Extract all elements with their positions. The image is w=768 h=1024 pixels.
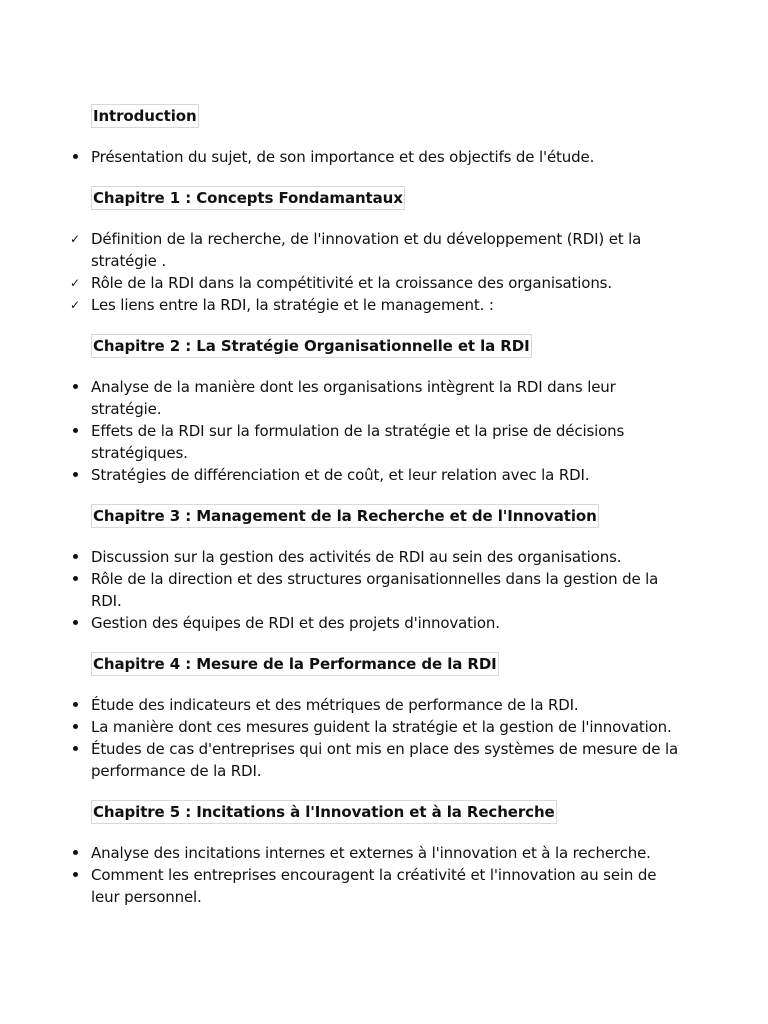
bullet-list [68, 546, 688, 634]
spacer [68, 486, 688, 504]
spacer [68, 358, 688, 376]
list-item [68, 694, 688, 716]
spacer [68, 528, 688, 546]
list-item-text: Effets de la RDI sur la formulation de la stratégie et la prise de décisions stratégiques. [91, 422, 625, 462]
section-heading-row [68, 504, 688, 528]
list-item [68, 864, 688, 908]
bullet-icon [68, 568, 82, 590]
section-heading: Chapitre 2 : La Stratégie Organisationnelle et la RDI [91, 334, 532, 358]
checkmark-icon: ✓ [70, 298, 80, 312]
list-item [68, 464, 688, 486]
section-heading-row [68, 104, 688, 128]
list-item [68, 738, 688, 782]
list-item [68, 228, 688, 272]
list-item [68, 546, 688, 568]
bullet-list [68, 376, 688, 486]
list-item-text: Gestion des équipes de RDI et des projets d'innovation. [91, 614, 500, 632]
bullet-list [68, 842, 688, 908]
bullet-icon [68, 612, 82, 634]
bullet-icon [68, 146, 82, 168]
list-item-text: La manière dont ces mesures guident la stratégie et la gestion de l'innovation. [91, 718, 672, 736]
spacer [68, 782, 688, 800]
list-item [68, 612, 688, 634]
bullet-icon [68, 842, 82, 864]
list-item [68, 842, 688, 864]
list-item-text: Analyse des incitations internes et externes à l'innovation et à la recherche. [91, 844, 651, 862]
bullet-list [68, 694, 688, 782]
spacer [68, 676, 688, 694]
list-item [68, 420, 688, 464]
list-item-text: Études de cas d'entreprises qui ont mis en place des systèmes de mesure de la performance de la RDI. [91, 740, 679, 780]
section-heading-row [68, 800, 688, 824]
bullet-icon [68, 420, 82, 442]
section-heading-row [68, 652, 688, 676]
list-item-text: Analyse de la manière dont les organisations intègrent la RDI dans leur stratégie. [91, 378, 616, 418]
bullet-list [68, 146, 688, 168]
bullet-icon [68, 864, 82, 886]
bullet-list [68, 228, 688, 316]
section-heading-row [68, 334, 688, 358]
section-heading-row [68, 186, 688, 210]
list-item [68, 568, 688, 612]
bullet-icon [68, 464, 82, 486]
spacer [68, 316, 688, 334]
bullet-icon [68, 738, 82, 760]
spacer [68, 168, 688, 186]
document-content [68, 104, 688, 908]
section-heading: Chapitre 1 : Concepts Fondamantaux [91, 186, 405, 210]
spacer [68, 128, 688, 146]
bullet-icon [68, 694, 82, 716]
list-item-text: Rôle de la RDI dans la compétitivité et la croissance des organisations. [91, 274, 612, 292]
list-item-text: Discussion sur la gestion des activités de RDI au sein des organisations. [91, 548, 622, 566]
list-item [68, 376, 688, 420]
bullet-icon [68, 546, 82, 568]
list-item-text: Rôle de la direction et des structures organisationnelles dans la gestion de la RDI. [91, 570, 659, 610]
list-item-text: Étude des indicateurs et des métriques de performance de la RDI. [91, 696, 579, 714]
spacer [68, 824, 688, 842]
bullet-icon [68, 376, 82, 398]
list-item-text: Présentation du sujet, de son importance et des objectifs de l'étude. [91, 148, 595, 166]
list-item-text: Stratégies de différenciation et de coût, et leur relation avec la RDI. [91, 466, 590, 484]
section-heading: Chapitre 5 : Incitations à l'Innovation et à la Recherche [91, 800, 557, 824]
list-item-text: Comment les entreprises encouragent la créativité et l'innovation au sein de leur personnel. [91, 866, 657, 906]
list-item-text: Les liens entre la RDI, la stratégie et le management. : [91, 296, 494, 314]
section-heading: Chapitre 4 : Mesure de la Performance de la RDI [91, 652, 499, 676]
list-item [68, 716, 688, 738]
bullet-icon [68, 716, 82, 738]
list-item-text: Définition de la recherche, de l'innovation et du développement (RDI) et la stratégie . [91, 230, 642, 270]
spacer [68, 210, 688, 228]
section-heading: Chapitre 3 : Management de la Recherche et de l'Innovation [91, 504, 599, 528]
list-item [68, 272, 688, 294]
list-item [68, 146, 688, 168]
list-item [68, 294, 688, 316]
spacer [68, 634, 688, 652]
section-heading: Introduction [91, 104, 199, 128]
checkmark-icon: ✓ [70, 232, 80, 246]
checkmark-icon: ✓ [70, 276, 80, 290]
